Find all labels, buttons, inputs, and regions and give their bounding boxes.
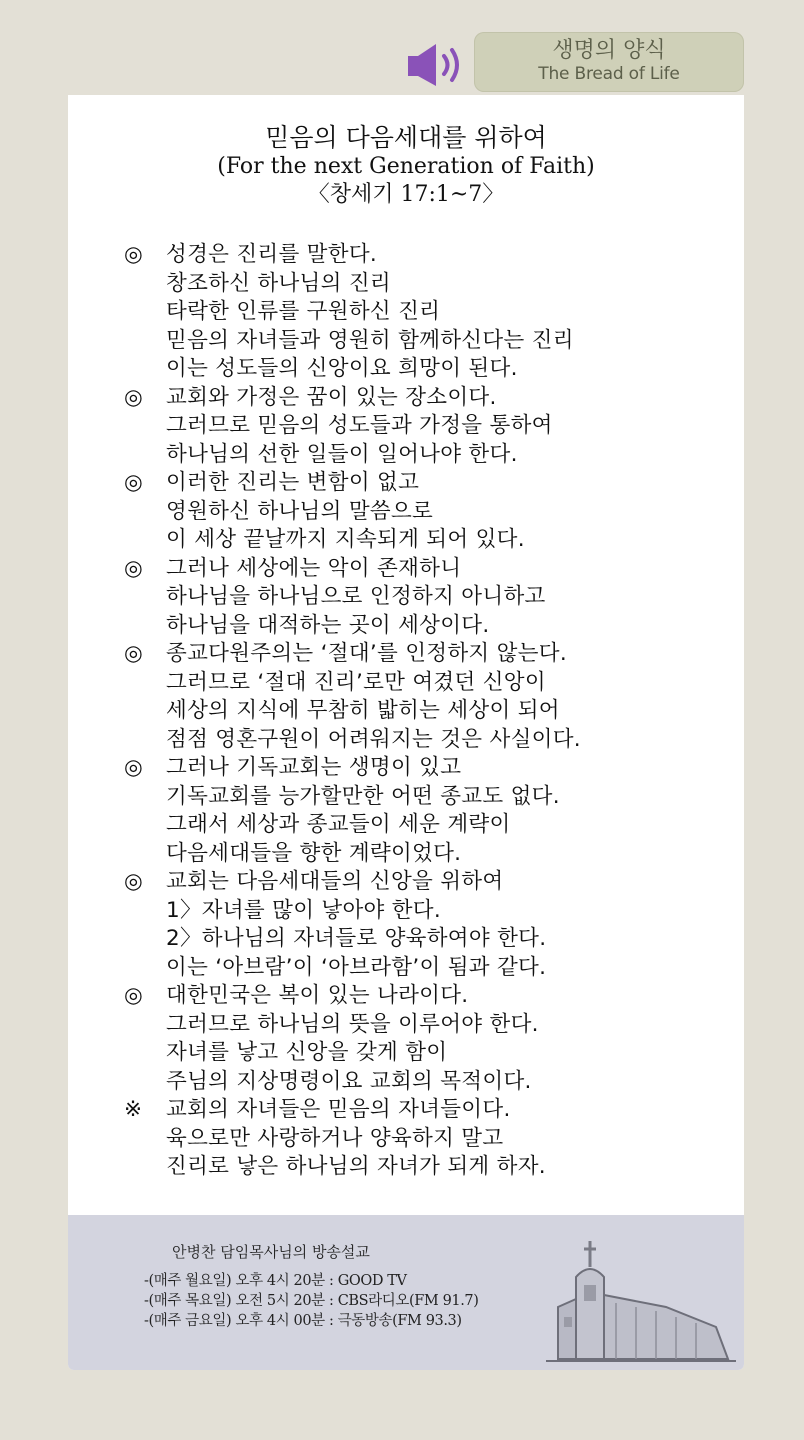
text-line: 그러므로 ‘절대 진리’로만 여겼던 신앙이 [166, 669, 546, 695]
text-line: 그러므로 하나님의 뜻을 이루어야 한다. [166, 1011, 539, 1037]
section-4 [124, 555, 734, 641]
section-2 [124, 384, 734, 470]
text-line: 창조하신 하나님의 진리 [166, 270, 391, 296]
section-7 [124, 868, 734, 982]
text-line: 2〉하나님의 자녀들로 양육하여야 한다. [166, 926, 547, 951]
broadcast-footer [68, 1215, 744, 1370]
text-line: 이는 ‘아브람’이 ‘아브라함’이 됨과 같다. [166, 954, 547, 980]
section-8 [124, 982, 734, 1096]
schedule-row: -(매주 목요일) 오전 5시 20분 : CBS라디오(FM 91.7) [144, 1293, 479, 1309]
scripture-reference: 〈창세기 17:1~7〉 [307, 182, 505, 207]
text-line: 타락한 인류를 구원하신 진리 [166, 299, 441, 324]
text-line: 대한민국은 복이 있는 나라이다. [166, 983, 469, 1008]
bullet-icon: ◎ [124, 755, 144, 780]
sermon-card [68, 95, 744, 1370]
text-line: 기독교회를 능가할만한 어떤 종교도 없다. [166, 783, 560, 809]
sermon-title: 믿음의 다음세대를 위하여 [265, 123, 547, 152]
brand-korean: 생명의 양식 [552, 38, 666, 63]
text-line: 그러나 세상에는 악이 존재하니 [166, 555, 462, 581]
broadcast-title: 안병찬 담임목사님의 방송설교 [172, 1243, 370, 1261]
text-line: 하나님을 하나님으로 인정하지 아니하고 [166, 584, 546, 609]
section-3 [124, 469, 734, 555]
section-6 [124, 754, 734, 868]
text-line: 교회는 다음세대들의 신앙을 위하여 [166, 869, 504, 894]
text-line: 교회와 가정은 꿈이 있는 장소이다. [166, 384, 497, 410]
text-line: 1〉자녀를 많이 낳아야 한다. [166, 897, 442, 923]
bullet-icon: ◎ [124, 242, 144, 267]
bullet-icon: ◎ [124, 555, 144, 581]
sermon-content [124, 241, 734, 1182]
section-5 [124, 640, 734, 754]
sermon-subtitle: (For the next Generation of Faith) [217, 154, 595, 179]
text-line: 종교다원주의는 ‘절대’를 인정하지 않는다. [166, 641, 567, 666]
broadcast-schedule [144, 1271, 479, 1331]
text-line: 이 세상 끝날까지 지속되게 되어 있다. [166, 527, 525, 552]
section-9 [124, 1096, 734, 1182]
church-illustration-icon [546, 1237, 736, 1365]
text-line: 믿음의 자녀들과 영원히 함께하신다는 진리 [166, 327, 574, 353]
sermon-header [68, 123, 744, 209]
text-line: 교회의 자녀들은 믿음의 자녀들이다. [166, 1097, 511, 1122]
text-line: 하나님의 선한 일들이 일어나야 한다. [166, 441, 518, 467]
text-line: 육으로만 사랑하거나 양육하지 말고 [166, 1125, 504, 1151]
brand-english: The Bread of Life [538, 64, 680, 84]
speaker-icon[interactable] [404, 40, 468, 90]
bullet-icon: ◎ [124, 641, 144, 666]
text-line: 이러한 진리는 변함이 없고 [166, 470, 420, 495]
text-line: 그러나 기독교회는 생명이 있고 [166, 755, 462, 780]
bullet-icon: ◎ [124, 470, 144, 495]
schedule-row: -(매주 금요일) 오후 4시 00분 : 극동방송(FM 93.3) [144, 1313, 462, 1329]
text-line: 영원하신 하나님의 말씀으로 [166, 498, 434, 524]
bullet-icon: ◎ [124, 869, 144, 894]
text-line: 성경은 진리를 말한다. [166, 242, 378, 267]
text-line: 자녀를 낳고 신앙을 갖게 함이 [166, 1040, 448, 1065]
text-line: 진리로 낳은 하나님의 자녀가 되게 하자. [166, 1154, 546, 1179]
text-line: 이는 성도들의 신앙이요 희망이 된다. [166, 356, 518, 381]
text-line: 주님의 지상명령이요 교회의 목적이다. [166, 1068, 532, 1094]
text-line: 그러므로 믿음의 성도들과 가정을 통하여 [166, 413, 553, 438]
text-line: 세상의 지식에 무참히 밟히는 세상이 되어 [166, 698, 560, 723]
brand-badge [474, 32, 744, 92]
text-line: 그래서 세상과 종교들이 세운 계략이 [166, 812, 511, 837]
schedule-row: -(매주 월요일) 오후 4시 20분 : GOOD TV [144, 1273, 407, 1289]
note-icon: ※ [124, 1097, 143, 1122]
text-line: 점점 영혼구원이 어려워지는 것은 사실이다. [166, 726, 581, 752]
bullet-icon: ◎ [124, 384, 144, 410]
section-1 [124, 241, 734, 384]
text-line: 다음세대들을 향한 계략이었다. [166, 840, 462, 866]
bullet-icon: ◎ [124, 983, 144, 1008]
text-line: 하나님을 대적하는 곳이 세상이다. [166, 612, 490, 638]
